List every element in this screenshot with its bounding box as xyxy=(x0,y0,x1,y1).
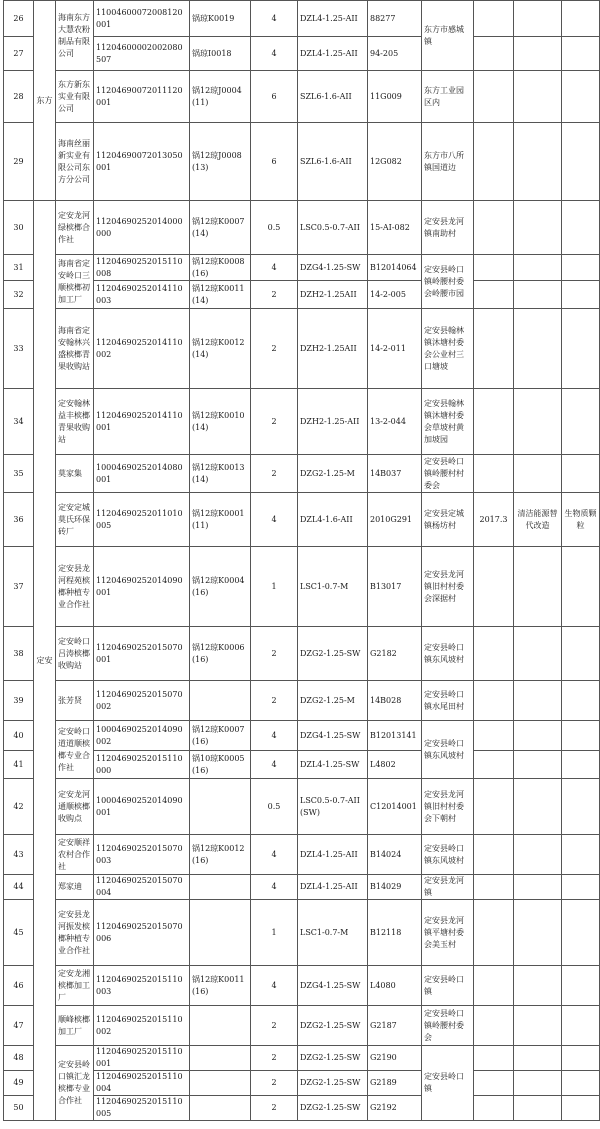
company-name: 定安岭口吕涛槟榔收购站 xyxy=(56,627,94,681)
remediation-mode xyxy=(514,281,562,309)
factory-number: B12013141 xyxy=(368,721,422,751)
remediation-mode xyxy=(514,455,562,493)
install-address: 定安县岭口镇东风坡村 xyxy=(422,721,474,779)
table-row xyxy=(4,309,600,389)
remediation-mode xyxy=(514,389,562,455)
fuel-type xyxy=(562,779,600,835)
table-row xyxy=(4,71,600,123)
company-name: 定安翰林益丰槟榔青果收购站 xyxy=(56,389,94,455)
table-row xyxy=(4,201,600,255)
boiler-model: DZH2-1.25-AII xyxy=(298,389,368,455)
row-number: 36 xyxy=(4,493,34,547)
table-row xyxy=(4,1046,600,1071)
completion-date xyxy=(474,1096,514,1121)
row-number: 44 xyxy=(4,875,34,900)
table-row xyxy=(4,1006,600,1046)
factory-number: 14-2-011 xyxy=(368,309,422,389)
row-number: 35 xyxy=(4,455,34,493)
remediation-mode: 清洁能源替代改造 xyxy=(514,493,562,547)
company-name: 定安龙河通顺槟榔收购点 xyxy=(56,779,94,835)
fuel-type xyxy=(562,721,600,751)
capacity: 2 xyxy=(251,455,298,493)
region-cell: 定安 xyxy=(34,201,56,1121)
company-name: 定安县龙河程苑槟榔种植专业合作社 xyxy=(56,547,94,627)
table-row xyxy=(4,779,600,835)
install-address: 东方市八所镇国道边 xyxy=(422,123,474,201)
remediation-mode xyxy=(514,835,562,875)
fuel-type xyxy=(562,455,600,493)
remediation-mode xyxy=(514,1071,562,1096)
capacity: 6 xyxy=(251,123,298,201)
row-number: 27 xyxy=(4,37,34,71)
capacity: 4 xyxy=(251,493,298,547)
company-name: 定安龙河绿槟榔合作社 xyxy=(56,201,94,255)
device-code: 11204690252014090001 xyxy=(94,547,190,627)
boiler-model: SZL6-1.6-AII xyxy=(298,123,368,201)
registration-code xyxy=(190,1006,251,1046)
fuel-type xyxy=(562,1,600,37)
remediation-mode xyxy=(514,1006,562,1046)
table-row xyxy=(4,255,600,281)
boiler-model: DZG2-1.25-M xyxy=(298,681,368,721)
registration-code xyxy=(190,779,251,835)
fuel-type xyxy=(562,547,600,627)
device-code: 11204690252015110000 xyxy=(94,751,190,779)
registration-code: 锅12琼K0013(14) xyxy=(190,455,251,493)
registration-code: 锅12琼K0012(16) xyxy=(190,835,251,875)
factory-number: 14-2-005 xyxy=(368,281,422,309)
factory-number: 88277 xyxy=(368,1,422,37)
fuel-type xyxy=(562,281,600,309)
registration-code: 锅12琼K0011(16) xyxy=(190,966,251,1006)
fuel-type xyxy=(562,255,600,281)
row-number: 32 xyxy=(4,281,34,309)
row-number: 38 xyxy=(4,627,34,681)
device-code: 11204690252015070006 xyxy=(94,900,190,966)
capacity: 4 xyxy=(251,875,298,900)
company-name: 海南省定安岭口三顺槟榔初加工厂 xyxy=(56,255,94,309)
install-address: 定安县翰林镇沐塘村委会草坡村黄加坡园 xyxy=(422,389,474,455)
factory-number: 15-AI-082 xyxy=(368,201,422,255)
table-row xyxy=(4,721,600,751)
device-code: 11204690252014110001 xyxy=(94,389,190,455)
boiler-model: DZG2-1.25-SW xyxy=(298,1006,368,1046)
install-address: 定安县岭口镇 xyxy=(422,966,474,1006)
fuel-type xyxy=(562,1071,600,1096)
factory-number: 11G009 xyxy=(368,71,422,123)
registration-code: 锅琼I0018 xyxy=(190,37,251,71)
device-code: 11204690252015070003 xyxy=(94,835,190,875)
registration-code: 锅12琼K0010(14) xyxy=(190,389,251,455)
completion-date xyxy=(474,37,514,71)
device-code: 11204690252014110003 xyxy=(94,281,190,309)
remediation-mode xyxy=(514,721,562,751)
table-row xyxy=(4,123,600,201)
factory-number: B12118 xyxy=(368,900,422,966)
completion-date xyxy=(474,779,514,835)
completion-date xyxy=(474,1006,514,1046)
completion-date xyxy=(474,966,514,1006)
company-name: 顺峰槟榔加工厂 xyxy=(56,1006,94,1046)
device-code: 11204690252015110003 xyxy=(94,966,190,1006)
row-number: 49 xyxy=(4,1071,34,1096)
completion-date xyxy=(474,389,514,455)
completion-date xyxy=(474,201,514,255)
remediation-mode xyxy=(514,966,562,1006)
capacity: 2 xyxy=(251,1096,298,1121)
install-address: 定安县岭口镇岭腰村委会 xyxy=(422,1006,474,1046)
fuel-type xyxy=(562,900,600,966)
table-row xyxy=(4,966,600,1006)
device-code: 11204690252015070004 xyxy=(94,875,190,900)
company-name: 定安龙湘槟榔加工厂 xyxy=(56,966,94,1006)
table-row xyxy=(4,1071,600,1096)
factory-number: B14029 xyxy=(368,875,422,900)
table-row xyxy=(4,751,600,779)
completion-date xyxy=(474,751,514,779)
remediation-mode xyxy=(514,37,562,71)
row-number: 30 xyxy=(4,201,34,255)
row-number: 50 xyxy=(4,1096,34,1121)
install-address: 定安县岭口镇岭腰村委会岭腰市园 xyxy=(422,255,474,309)
device-code: 10004690252014090002 xyxy=(94,721,190,751)
registration-code: 锅12琼K0007(14) xyxy=(190,201,251,255)
install-address: 定安县岭口镇 xyxy=(422,1046,474,1121)
capacity: 4 xyxy=(251,835,298,875)
boiler-model: LSC1-0.7-M xyxy=(298,900,368,966)
capacity: 2 xyxy=(251,1046,298,1071)
remediation-mode xyxy=(514,1,562,37)
factory-number: G2190 xyxy=(368,1046,422,1071)
factory-number: 14B037 xyxy=(368,455,422,493)
capacity: 2 xyxy=(251,389,298,455)
remediation-mode xyxy=(514,681,562,721)
fuel-type xyxy=(562,1006,600,1046)
factory-number: G2182 xyxy=(368,627,422,681)
completion-date xyxy=(474,1071,514,1096)
boiler-model: DZG2-1.25-SW xyxy=(298,1046,368,1071)
boiler-model: DZL4-1.25-SW xyxy=(298,751,368,779)
completion-date xyxy=(474,627,514,681)
device-code: 11204690252015070002 xyxy=(94,681,190,721)
registration-code: 锅12琼K0012(14) xyxy=(190,309,251,389)
completion-date xyxy=(474,1,514,37)
company-name: 定安定城莫氏环保砖厂 xyxy=(56,493,94,547)
boiler-model: DZL4-1.25-AII xyxy=(298,875,368,900)
fuel-type xyxy=(562,201,600,255)
company-name: 定安县龙河振发槟榔种植专业合作社 xyxy=(56,900,94,966)
company-name: 郑家迪 xyxy=(56,875,94,900)
remediation-mode xyxy=(514,627,562,681)
registration-code xyxy=(190,1046,251,1071)
row-number: 47 xyxy=(4,1006,34,1046)
capacity: 2 xyxy=(251,1071,298,1096)
capacity: 1 xyxy=(251,547,298,627)
install-address: 定安县定城镇杨坊村 xyxy=(422,493,474,547)
device-code: 11204690252015110001 xyxy=(94,1046,190,1071)
company-name: 定安县岭口镇汇龙槟榔专业合作社 xyxy=(56,1046,94,1121)
install-address: 定安县龙河镇平塘村委会美玉村 xyxy=(422,900,474,966)
install-address: 定安县龙河镇旧村村委会深据村 xyxy=(422,547,474,627)
device-code: 11204690072011120001 xyxy=(94,71,190,123)
boiler-model: DZG2-1.25-SW xyxy=(298,627,368,681)
device-code: 11204690252015110002 xyxy=(94,1006,190,1046)
registration-code: 锅12琼J0004(11) xyxy=(190,71,251,123)
capacity: 4 xyxy=(251,966,298,1006)
remediation-mode xyxy=(514,255,562,281)
row-number: 40 xyxy=(4,721,34,751)
row-number: 39 xyxy=(4,681,34,721)
device-code: 10004690252014080001 xyxy=(94,455,190,493)
completion-date xyxy=(474,455,514,493)
registration-code: 锅10琼K0005(16) xyxy=(190,751,251,779)
table-row xyxy=(4,493,600,547)
install-address: 定安县岭口镇东风坡村 xyxy=(422,627,474,681)
remediation-mode xyxy=(514,547,562,627)
factory-number: 14B028 xyxy=(368,681,422,721)
table-row xyxy=(4,627,600,681)
factory-number: G2189 xyxy=(368,1071,422,1096)
row-number: 26 xyxy=(4,1,34,37)
remediation-mode xyxy=(514,751,562,779)
factory-number: 13-2-044 xyxy=(368,389,422,455)
row-number: 31 xyxy=(4,255,34,281)
company-name: 定安顺祥农村合作社 xyxy=(56,835,94,875)
device-code: 11204690252015110004 xyxy=(94,1071,190,1096)
device-code: 11204690252014110002 xyxy=(94,309,190,389)
table-row xyxy=(4,1,600,37)
capacity: 0.5 xyxy=(251,201,298,255)
company-name: 海南东方大慧农粉制品有限公司 xyxy=(56,1,94,71)
boiler-model: DZG2-1.25-SW xyxy=(298,1096,368,1121)
install-address: 东方工业园区内 xyxy=(422,71,474,123)
registration-code: 锅12琼K0011(14) xyxy=(190,281,251,309)
fuel-type xyxy=(562,751,600,779)
remediation-mode xyxy=(514,1046,562,1071)
device-code: 11204690252015110005 xyxy=(94,1096,190,1121)
install-address: 定安县岭口镇岭腰村村委会 xyxy=(422,455,474,493)
region-cell: 东方 xyxy=(34,1,56,201)
remediation-mode xyxy=(514,875,562,900)
completion-date xyxy=(474,123,514,201)
fuel-type xyxy=(562,966,600,1006)
device-code: 11004600072008120001 xyxy=(94,1,190,37)
boiler-model: DZL4-1.25-AII xyxy=(298,835,368,875)
row-number: 45 xyxy=(4,900,34,966)
row-number: 43 xyxy=(4,835,34,875)
install-address: 定安县龙河镇旧村村委会下朝村 xyxy=(422,779,474,835)
registration-code: 锅12琼K0004(16) xyxy=(190,547,251,627)
boiler-table xyxy=(3,0,600,1121)
install-address: 定安县龙河镇 xyxy=(422,875,474,900)
fuel-type xyxy=(562,681,600,721)
fuel-type xyxy=(562,123,600,201)
factory-number: B13017 xyxy=(368,547,422,627)
boiler-model: DZL4-1.6-AII xyxy=(298,493,368,547)
factory-number: 12G082 xyxy=(368,123,422,201)
device-code: 10004690252014090001 xyxy=(94,779,190,835)
table-row xyxy=(4,455,600,493)
completion-date xyxy=(474,309,514,389)
completion-date xyxy=(474,547,514,627)
company-name: 莫家集 xyxy=(56,455,94,493)
registration-code: 锅琼K0019 xyxy=(190,1,251,37)
registration-code: 锅12琼K0006(16) xyxy=(190,627,251,681)
boiler-model: DZG4-1.25-SW xyxy=(298,966,368,1006)
fuel-type xyxy=(562,1046,600,1071)
company-name: 张芳贤 xyxy=(56,681,94,721)
boiler-model: DZH2-1.25AII xyxy=(298,309,368,389)
boiler-model: SZL6-1.6-AII xyxy=(298,71,368,123)
registration-code: 锅12琼K0001(11) xyxy=(190,493,251,547)
table-row xyxy=(4,389,600,455)
completion-date: 2017.3 xyxy=(474,493,514,547)
boiler-model: DZG2-1.25-M xyxy=(298,455,368,493)
row-number: 33 xyxy=(4,309,34,389)
company-name: 海南丝丽新实业有限公司东方分公司 xyxy=(56,123,94,201)
install-address: 定安县翰林镇沐塘村委会公业村三口塘坡 xyxy=(422,309,474,389)
boiler-model: LSC1-0.7-M xyxy=(298,547,368,627)
registration-code xyxy=(190,900,251,966)
completion-date xyxy=(474,721,514,751)
fuel-type xyxy=(562,37,600,71)
table-row xyxy=(4,681,600,721)
row-number: 34 xyxy=(4,389,34,455)
factory-number: L4802 xyxy=(368,751,422,779)
table-row xyxy=(4,835,600,875)
capacity: 1 xyxy=(251,900,298,966)
boiler-model: DZG2-1.25-SW xyxy=(298,1071,368,1096)
registration-code: 锅12琼J0008(13) xyxy=(190,123,251,201)
remediation-mode xyxy=(514,123,562,201)
factory-number: G2187 xyxy=(368,1006,422,1046)
remediation-mode xyxy=(514,71,562,123)
row-number: 29 xyxy=(4,123,34,201)
company-name: 东方新东实业有限公司 xyxy=(56,71,94,123)
device-code: 11204690252015070001 xyxy=(94,627,190,681)
table-row xyxy=(4,1096,600,1121)
capacity: 4 xyxy=(251,255,298,281)
factory-number: 2010G291 xyxy=(368,493,422,547)
completion-date xyxy=(474,875,514,900)
remediation-mode xyxy=(514,779,562,835)
capacity: 6 xyxy=(251,71,298,123)
company-name: 海南省定安翰林兴盛槟榔青果收购站 xyxy=(56,309,94,389)
registration-code: 锅12琼K0007(16) xyxy=(190,721,251,751)
row-number: 42 xyxy=(4,779,34,835)
device-code: 11204690252011010005 xyxy=(94,493,190,547)
completion-date xyxy=(474,835,514,875)
boiler-model: DZG4-1.25-SW xyxy=(298,255,368,281)
capacity: 2 xyxy=(251,681,298,721)
company-name: 定安岭口道道顺槟榔专业合作社 xyxy=(56,721,94,779)
completion-date xyxy=(474,1046,514,1071)
factory-number: 94-205 xyxy=(368,37,422,71)
fuel-type xyxy=(562,71,600,123)
factory-number: L4080 xyxy=(368,966,422,1006)
table-row xyxy=(4,900,600,966)
device-code: 11204690072013050001 xyxy=(94,123,190,201)
install-address: 定安县岭口镇水尾田村 xyxy=(422,681,474,721)
device-code: 11204690252014000000 xyxy=(94,201,190,255)
boiler-model: DZG4-1.25-SW xyxy=(298,721,368,751)
capacity: 2 xyxy=(251,281,298,309)
factory-number: G2192 xyxy=(368,1096,422,1121)
capacity: 0.5 xyxy=(251,779,298,835)
row-number: 48 xyxy=(4,1046,34,1071)
capacity: 2 xyxy=(251,627,298,681)
registration-code xyxy=(190,1071,251,1096)
boiler-model: DZL4-1.25-AII xyxy=(298,37,368,71)
factory-number: C12014001 xyxy=(368,779,422,835)
capacity: 2 xyxy=(251,1006,298,1046)
fuel-type: 生物质颗粒 xyxy=(562,493,600,547)
completion-date xyxy=(474,681,514,721)
registration-code: 锅12琼K0008(16) xyxy=(190,255,251,281)
completion-date xyxy=(474,255,514,281)
capacity: 4 xyxy=(251,721,298,751)
fuel-type xyxy=(562,309,600,389)
capacity: 2 xyxy=(251,309,298,389)
completion-date xyxy=(474,281,514,309)
install-address: 定安县岭口镇东风坡村 xyxy=(422,835,474,875)
table-row xyxy=(4,281,600,309)
table-row xyxy=(4,37,600,71)
table-row xyxy=(4,875,600,900)
fuel-type xyxy=(562,1096,600,1121)
registration-code xyxy=(190,1096,251,1121)
boiler-model: LSC0.5-0.7-AII (SW) xyxy=(298,779,368,835)
registration-code xyxy=(190,875,251,900)
boiler-model: DZL4-1.25-AII xyxy=(298,1,368,37)
fuel-type xyxy=(562,875,600,900)
remediation-mode xyxy=(514,201,562,255)
fuel-type xyxy=(562,627,600,681)
row-number: 37 xyxy=(4,547,34,627)
capacity: 4 xyxy=(251,37,298,71)
remediation-mode xyxy=(514,900,562,966)
install-address: 东方市感城镇 xyxy=(422,1,474,71)
completion-date xyxy=(474,900,514,966)
factory-number: B14024 xyxy=(368,835,422,875)
install-address: 定安县龙河镇南助村 xyxy=(422,201,474,255)
row-number: 41 xyxy=(4,751,34,779)
row-number: 46 xyxy=(4,966,34,1006)
fuel-type xyxy=(562,835,600,875)
capacity: 4 xyxy=(251,751,298,779)
remediation-mode xyxy=(514,309,562,389)
completion-date xyxy=(474,71,514,123)
factory-number: B12014064 xyxy=(368,255,422,281)
device-code: 11204600002002080507 xyxy=(94,37,190,71)
boiler-model: LSC0.5-0.7-AII xyxy=(298,201,368,255)
device-code: 11204690252015110008 xyxy=(94,255,190,281)
row-number: 28 xyxy=(4,71,34,123)
capacity: 4 xyxy=(251,1,298,37)
table-row xyxy=(4,547,600,627)
registration-code xyxy=(190,681,251,721)
boiler-model: DZH2-1.25AII xyxy=(298,281,368,309)
fuel-type xyxy=(562,389,600,455)
remediation-mode xyxy=(514,1096,562,1121)
